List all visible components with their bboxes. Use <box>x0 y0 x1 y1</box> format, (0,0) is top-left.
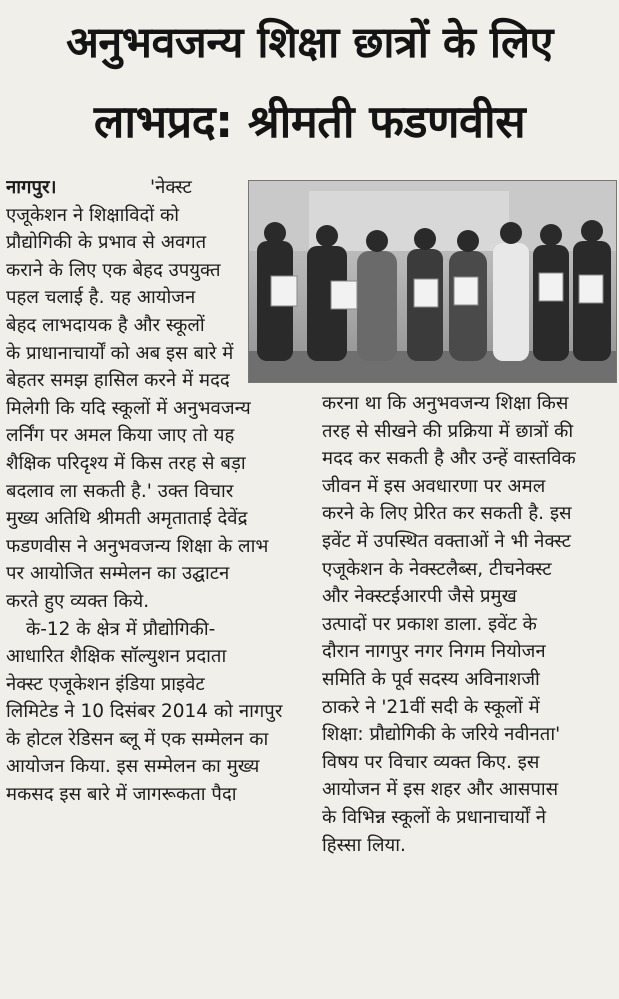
article-column-left <box>6 174 306 809</box>
text-line: लर्निंग पर अमल किया जाए तो यह <box>6 425 235 447</box>
text-line: के होटल रेडिसन ब्लू में एक सम्मेलन का <box>6 728 269 750</box>
text-line: समिति के पूर्व सदस्य अविनाशजी <box>322 668 540 690</box>
text-line: आधारित शैक्षिक सॉल्युशन प्रदाता <box>6 646 227 668</box>
text-line: प्रौद्योगिकी के प्रभाव से अवगत <box>6 232 207 254</box>
text-line: मकसद इस बारे में जागरूकता पैदा <box>6 784 237 806</box>
text-line: मदद कर सकती है और उन्हें वास्तविक <box>322 448 576 470</box>
text-line: करने के लिए प्रेरित कर सकती है. इस <box>322 503 572 525</box>
article-column-right <box>322 390 614 859</box>
text-line: मुख्य अतिथि श्रीमती अमृताताई देवेंद्र <box>6 508 248 530</box>
text-line: के विभिन्न स्कूलों के प्रधानाचार्यों ने <box>322 806 547 828</box>
text-line: 'नेक्स्ट <box>150 177 192 198</box>
text-line: आयोजन में इस शहर और आसपास <box>322 779 559 801</box>
text-line: और नेक्स्टईआरपी जैसे प्रमुख <box>322 586 517 608</box>
text-line: ठाकरे ने '21वीं सदी के स्कूलों में <box>322 696 540 718</box>
text-line: बदलाव ला सकती है.' उक्त विचार <box>6 480 234 502</box>
text-line: एजूकेशन के नेक्स्टलैब्स, टीचनेक्स्ट <box>322 558 552 580</box>
text-line: जीवन में इस अवधारणा पर अमल <box>322 475 546 497</box>
text-line: पर आयोजित सम्मेलन का उद्घाटन <box>6 563 230 585</box>
text-line: करते हुए व्यक्त किये. <box>6 590 150 612</box>
text-line: दौरान नागपुर नगर निगम नियोजन <box>322 641 546 663</box>
text-line: शैक्षिक परिदृश्य में किस तरह से बड़ा <box>6 452 246 474</box>
text-line: एजूकेशन ने शिक्षाविदों को <box>6 204 180 226</box>
text-line: बेहतर समझ हासिल करने में मदद <box>6 370 230 392</box>
headline <box>0 4 619 162</box>
text-line: विषय पर विचार व्यक्त किए. इस <box>322 751 540 773</box>
text-line: पहल चलाई है. यह आयोजन <box>6 287 196 309</box>
text-line: लिमिटेड ने 10 दिसंबर 2014 को नागपुर <box>6 701 283 723</box>
text-line: तरह से सीखने की प्रक्रिया में छात्रों की <box>322 420 574 442</box>
text-line: फडणवीस ने अनुभवजन्य शिक्षा के लाभ <box>6 535 269 557</box>
text-line: के-12 के क्षेत्र में प्रौद्योगिकी- <box>26 618 216 640</box>
text-line: कराने के लिए एक बेहद उपयुक्त <box>6 259 221 281</box>
text-line: बेहद लाभदायक है और स्कूलों <box>6 314 205 336</box>
text-line: के प्राधानाचार्यों को अब इस बारे में <box>6 342 234 364</box>
text-line: मिलेगी कि यदि स्कूलों में अनुभवजन्य <box>6 397 251 419</box>
text-line: इवेंट में उपस्थित वक्ताओं ने भी नेक्स्ट <box>322 530 571 552</box>
dateline: नागपुर। <box>6 177 57 198</box>
text-line: नेक्स्ट एजूकेशन इंडिया प्राइवेट <box>6 673 205 695</box>
text-line: उत्पादों पर प्रकाश डाला. इवेंट के <box>322 613 537 635</box>
text-line: आयोजन किया. इस सम्मेलन का मुख्य <box>6 756 260 778</box>
text-line: हिस्सा लिया. <box>322 834 406 856</box>
lead-quote-start <box>150 174 246 202</box>
text-line: करना था कि अनुभवजन्य शिक्षा किस <box>322 393 569 414</box>
text-line: शिक्षा: प्रौद्योगिकी के जरिये नवीनता' <box>322 724 561 746</box>
headline-line-1: अनुभवजन्य शिक्षा छात्रों के लिए <box>66 18 553 68</box>
headline-line-2: लाभप्रद: श्रीमती फडणवीस <box>93 95 526 148</box>
